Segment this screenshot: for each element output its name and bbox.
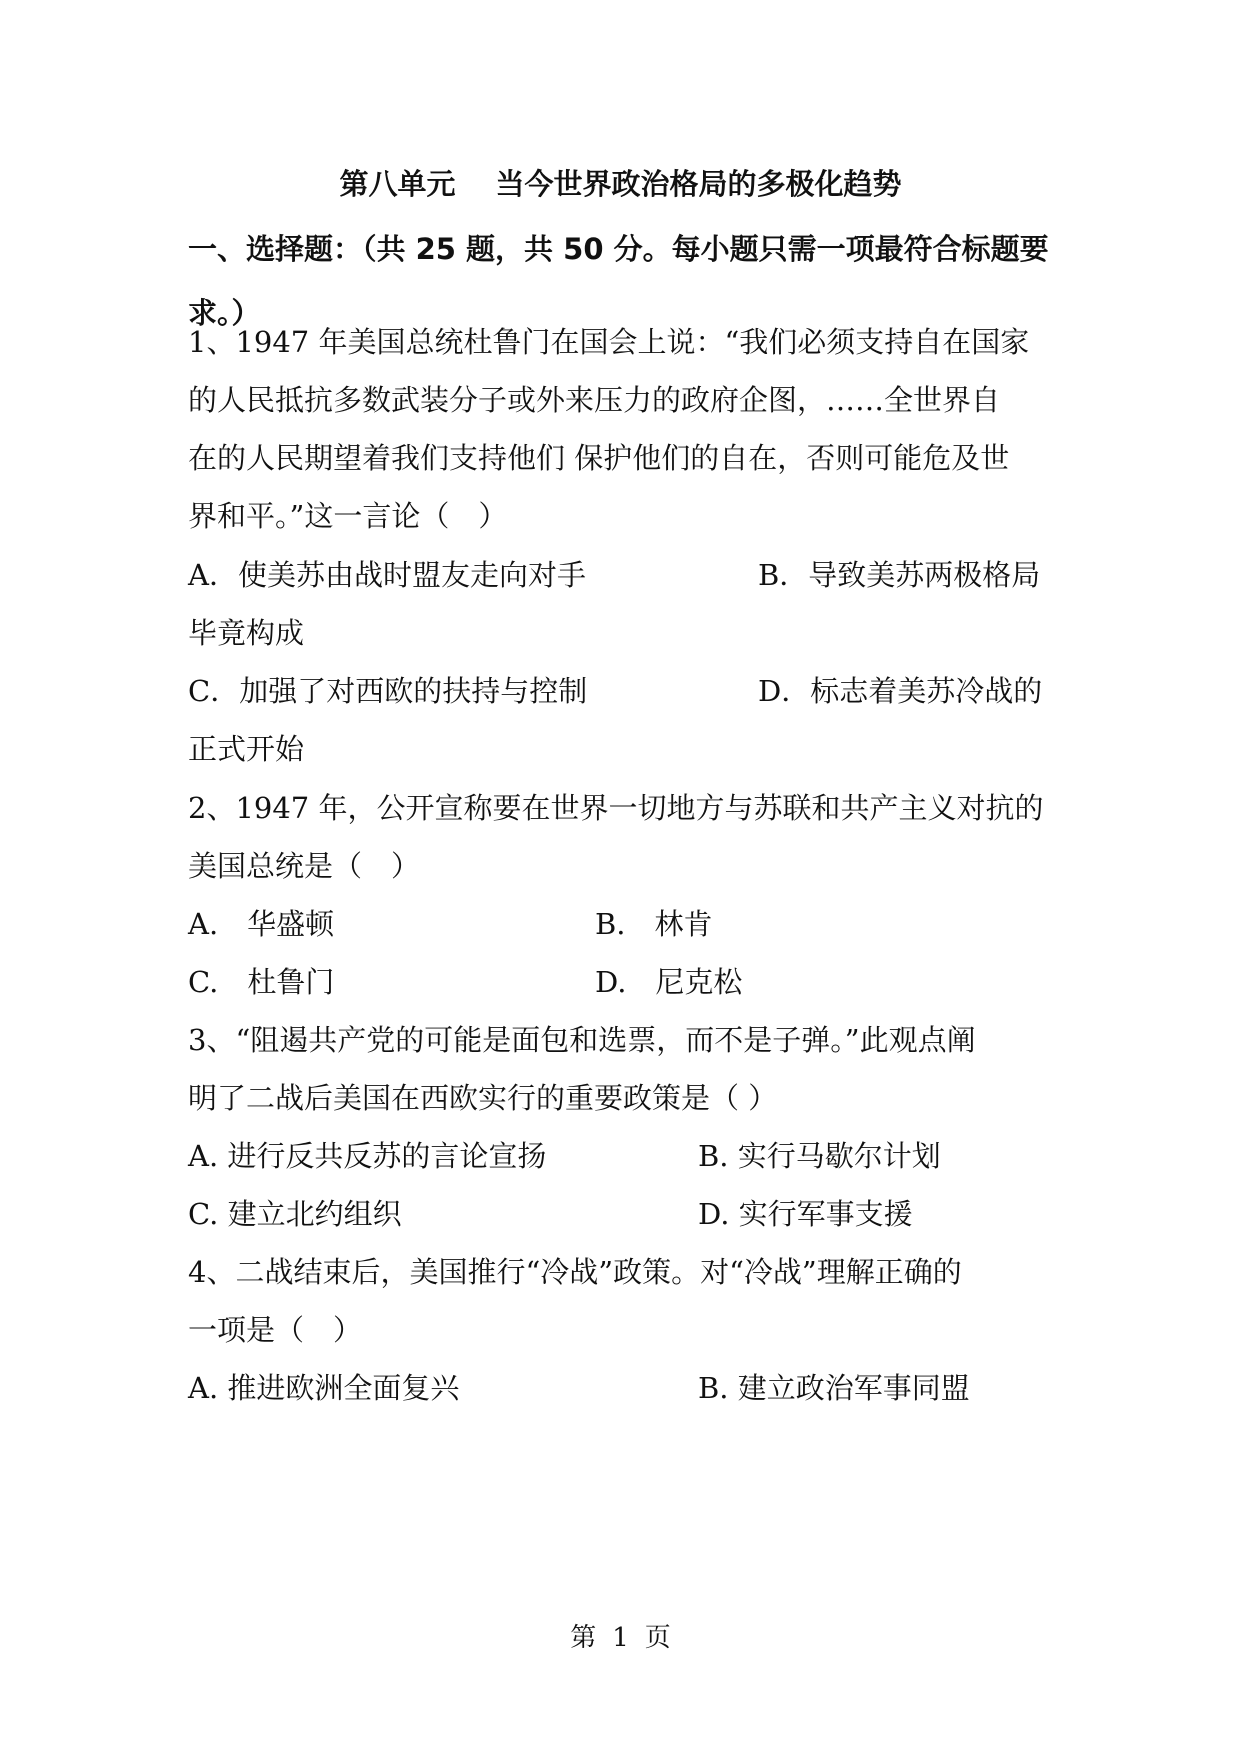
q1-option-d-cont: 正式开始 [188, 732, 305, 766]
q4-option-a: A. 推进欧洲全面复兴 [188, 1371, 460, 1405]
q2-option-d: D. 尼克松 [595, 965, 743, 999]
title-unit: 第八单元 [339, 167, 456, 201]
q4-option-b: B. 建立政治军事同盟 [698, 1371, 970, 1405]
title-topic: 当今世界政治格局的多极化趋势 [495, 167, 902, 201]
q1-option-d: D．标志着美苏冷战的 [758, 674, 1043, 708]
q2-option-a: A. 华盛顿 [188, 907, 335, 941]
q1-line-1: 1、1947 年美国总统杜鲁门在国会上说：“我们必须支持自在国家 [188, 325, 1030, 359]
page-footer [0, 1617, 1241, 1654]
q1-option-b: B．导致美苏两极格局 [758, 558, 1041, 592]
q3-option-a: A. 进行反共反苏的言论宣扬 [188, 1139, 547, 1173]
q3-line-2: 明了二战后美国在西欧实行的重要政策是（ ） [188, 1081, 778, 1115]
q1-line-3: 在的人民期望着我们支持他们 保护他们的自在，否则可能危及世 [188, 441, 1010, 475]
q3-option-d: D. 实行军事支援 [698, 1197, 913, 1231]
q2-option-b: B. 林肯 [595, 907, 713, 941]
section-heading: 一、选择题：（共 25 题，共 50 分。每小题只需一项最符合标题要求。） [188, 232, 1049, 330]
footer-suffix: 页 [644, 1623, 671, 1653]
q3-line-1: 3、“阻遏共产党的可能是面包和选票，而不是子弹。”此观点阐 [188, 1023, 976, 1057]
q2-line-2: 美国总统是（ ） [188, 849, 421, 883]
q3-option-c: C. 建立北约组织 [188, 1197, 402, 1231]
page-number: 1 [612, 1623, 629, 1653]
q2-line-1: 2、1947 年，公开宣称要在世界一切地方与苏联和共产主义对抗的 [188, 791, 1044, 825]
q1-option-c: C．加强了对西欧的扶持与控制 [188, 674, 588, 708]
q2-option-c: C. 杜鲁门 [188, 965, 335, 999]
q4-line-1: 4、二战结束后，美国推行“冷战”政策。对“冷战”理解正确的 [188, 1255, 962, 1289]
q1-line-4: 界和平。”这一言论（ ） [188, 499, 508, 533]
q3-option-b: B. 实行马歇尔计划 [698, 1139, 941, 1173]
q4-line-2: 一项是（ ） [188, 1313, 363, 1347]
q1-option-a: A．使美苏由战时盟友走向对手 [188, 558, 586, 592]
page-title [0, 162, 1241, 203]
footer-prefix: 第 [570, 1623, 597, 1653]
q1-option-b-cont: 毕竟构成 [188, 616, 305, 650]
q1-line-2: 的人民抵抗多数武装分子或外来压力的政府企图，……全世界自 [188, 383, 1001, 417]
